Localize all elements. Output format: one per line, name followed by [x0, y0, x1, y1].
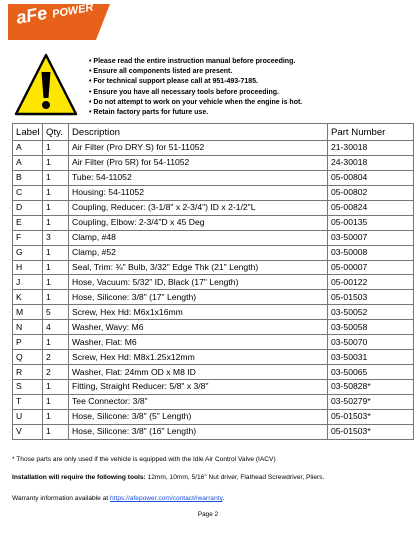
- table-row: [13, 320, 414, 335]
- cell-label: E: [13, 215, 43, 230]
- cell-label: P: [13, 335, 43, 350]
- cell-description: Washer, Flat: 24mm OD x M8 ID: [69, 365, 328, 380]
- cell-part-number: 21-30018: [328, 141, 414, 156]
- cell-description: Clamp, #48: [69, 230, 328, 245]
- warranty-link[interactable]: https://afepower.com/contact#warranty: [109, 495, 223, 502]
- table-row: [13, 305, 414, 320]
- table-row: [13, 200, 414, 215]
- cell-qty: 2: [43, 350, 69, 365]
- cell-description: Coupling, Reducer: (3-1/8" x 2-3/4") ID x 2-1/2"L: [69, 200, 328, 215]
- warning-list: [89, 57, 302, 118]
- table-row: [13, 394, 414, 409]
- cell-part-number: 03-50070: [328, 335, 414, 350]
- table-row: [13, 260, 414, 275]
- svg-text:POWER: POWER: [51, 1, 95, 21]
- table-row: [13, 141, 414, 156]
- table-row: [13, 380, 414, 395]
- cell-qty: 1: [43, 424, 69, 439]
- warning-item: • Ensure all components listed are present.: [89, 67, 302, 77]
- header-description: Description: [69, 124, 328, 141]
- footnote: * Those parts are only used if the vehicle is equipped with the Idle Air Control Valve (IACV): [12, 456, 276, 463]
- afe-power-logo: [0, 0, 416, 52]
- table-row: [13, 290, 414, 305]
- table-row: [13, 230, 414, 245]
- cell-qty: 4: [43, 320, 69, 335]
- cell-description: Hose, Silicone: 3/8" (5" Length): [69, 409, 328, 424]
- warning-item: • Do not attempt to work on your vehicle when the engine is hot.: [89, 98, 302, 108]
- warranty-line: [12, 495, 224, 502]
- warranty-text: Warranty information available at: [12, 495, 110, 502]
- cell-label: J: [13, 275, 43, 290]
- table-row: [13, 185, 414, 200]
- cell-qty: 1: [43, 215, 69, 230]
- cell-part-number: 03-50065: [328, 365, 414, 380]
- cell-part-number: 03-50008: [328, 245, 414, 260]
- warning-item: • For technical support please call at 951-493-7185.: [89, 77, 302, 87]
- cell-qty: 1: [43, 245, 69, 260]
- table-row: [13, 170, 414, 185]
- tools-list: 12mm, 10mm, 5/16" Nut driver, Flathead Screwdriver, Pliers.: [145, 474, 325, 481]
- table-row: [13, 155, 414, 170]
- warning-item: • Ensure you have all necessary tools before proceeding.: [89, 88, 302, 98]
- table-header-row: [13, 124, 414, 141]
- cell-description: Seal, Trim: ¾" Bulb, 3/32" Edge Thk (21" Length): [69, 260, 328, 275]
- cell-label: C: [13, 185, 43, 200]
- cell-qty: 1: [43, 170, 69, 185]
- cell-label: Q: [13, 350, 43, 365]
- cell-label: A: [13, 141, 43, 156]
- cell-part-number: 05-00802: [328, 185, 414, 200]
- cell-qty: 2: [43, 365, 69, 380]
- cell-qty: 1: [43, 155, 69, 170]
- cell-qty: 5: [43, 305, 69, 320]
- cell-description: Screw, Hex Hd: M8x1.25x12mm: [69, 350, 328, 365]
- cell-part-number: 03-50007: [328, 230, 414, 245]
- cell-part-number: 05-00007: [328, 260, 414, 275]
- cell-label: F: [13, 230, 43, 245]
- cell-label: S: [13, 380, 43, 395]
- cell-qty: 1: [43, 409, 69, 424]
- cell-description: Hose, Silicone: 3/8" (16" Length): [69, 424, 328, 439]
- cell-label: B: [13, 170, 43, 185]
- cell-part-number: 05-00135: [328, 215, 414, 230]
- cell-part-number: 03-50279*: [328, 394, 414, 409]
- svg-text:aFe: aFe: [14, 2, 49, 28]
- cell-description: Washer, Flat: M6: [69, 335, 328, 350]
- cell-qty: 1: [43, 275, 69, 290]
- cell-qty: 1: [43, 260, 69, 275]
- cell-part-number: 05-01503*: [328, 409, 414, 424]
- cell-label: N: [13, 320, 43, 335]
- cell-part-number: 05-00804: [328, 170, 414, 185]
- cell-label: H: [13, 260, 43, 275]
- cell-label: A: [13, 155, 43, 170]
- cell-label: V: [13, 424, 43, 439]
- header-label: Label: [13, 124, 43, 141]
- cell-label: U: [13, 409, 43, 424]
- cell-description: Fitting, Straight Reducer: 5/8" x 3/8": [69, 380, 328, 395]
- tools-line: [12, 474, 324, 481]
- warranty-trail: .: [222, 495, 225, 502]
- cell-part-number: 05-01503*: [328, 424, 414, 439]
- warning-item: • Retain factory parts for future use.: [89, 108, 302, 118]
- cell-qty: 1: [43, 141, 69, 156]
- table-row: [13, 365, 414, 380]
- parts-table: [12, 123, 414, 440]
- cell-part-number: 05-00824: [328, 200, 414, 215]
- cell-description: Hose, Vacuum: 5/32" ID, Black (17" Length): [69, 275, 328, 290]
- cell-qty: 1: [43, 200, 69, 215]
- cell-label: R: [13, 365, 43, 380]
- cell-qty: 1: [43, 185, 69, 200]
- cell-label: G: [13, 245, 43, 260]
- cell-description: Air Filter (Pro 5R) for 54-11052: [69, 155, 328, 170]
- cell-description: Air Filter (Pro DRY S) for 51-11052: [69, 141, 328, 156]
- table-row: [13, 350, 414, 365]
- cell-description: Tube: 54-11052: [69, 170, 328, 185]
- table-row: [13, 245, 414, 260]
- header-qty: Qty.: [43, 124, 69, 141]
- cell-qty: 1: [43, 335, 69, 350]
- cell-description: Hose, Silicone: 3/8" (17" Length): [69, 290, 328, 305]
- cell-description: Clamp, #52: [69, 245, 328, 260]
- cell-part-number: 05-00122: [328, 275, 414, 290]
- warning-item: • Please read the entire instruction manual before proceeding.: [89, 57, 302, 67]
- cell-qty: 1: [43, 290, 69, 305]
- cell-qty: 1: [43, 394, 69, 409]
- table-row: [13, 424, 414, 439]
- table-row: [13, 275, 414, 290]
- table-row: [13, 335, 414, 350]
- cell-part-number: 03-50828*: [328, 380, 414, 395]
- page-number: Page 2: [197, 511, 219, 518]
- cell-label: M: [13, 305, 43, 320]
- cell-description: Tee Connector: 3/8": [69, 394, 328, 409]
- cell-description: Screw, Hex Hd: M6x1x16mm: [69, 305, 328, 320]
- tools-lead: Installation will require the following tools:: [12, 474, 146, 481]
- cell-part-number: 03-50031: [328, 350, 414, 365]
- cell-part-number: 03-50052: [328, 305, 414, 320]
- header-part-number: Part Number: [328, 124, 414, 141]
- warning-section: [14, 52, 414, 122]
- cell-part-number: 24-30018: [328, 155, 414, 170]
- parts-table-body: [13, 141, 414, 440]
- cell-part-number: 03-50058: [328, 320, 414, 335]
- cell-description: Washer, Wavy: M6: [69, 320, 328, 335]
- table-row: [13, 409, 414, 424]
- table-row: [13, 215, 414, 230]
- cell-label: D: [13, 200, 43, 215]
- cell-part-number: 05-01503: [328, 290, 414, 305]
- cell-description: Coupling, Elbow: 2-3/4"D x 45 Deg: [69, 215, 328, 230]
- cell-qty: 3: [43, 230, 69, 245]
- cell-label: T: [13, 394, 43, 409]
- cell-description: Housing: 54-11052: [69, 185, 328, 200]
- cell-qty: 1: [43, 380, 69, 395]
- logo-band: [0, 0, 416, 52]
- warning-triangle-icon: [14, 52, 78, 118]
- cell-label: K: [13, 290, 43, 305]
